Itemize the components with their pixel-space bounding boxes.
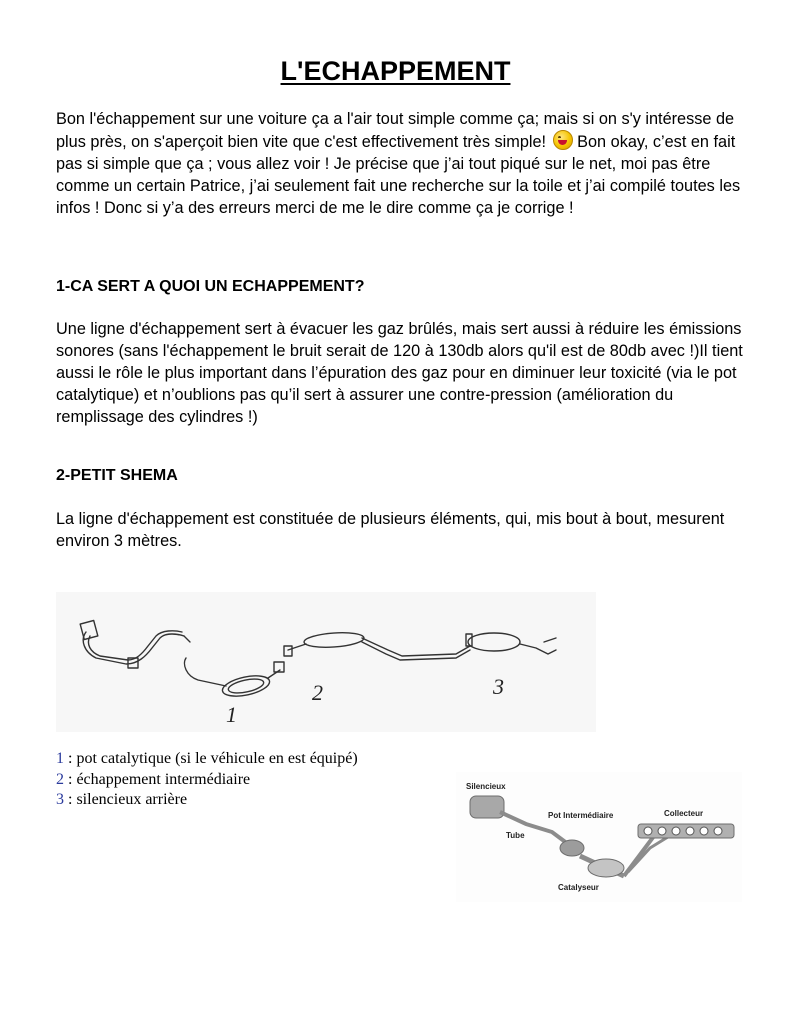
smiley-tongue-icon <box>553 130 573 150</box>
diagram-label-1: 1 <box>226 702 237 727</box>
section-2-heading: 2-PETIT SHEMA <box>56 467 178 484</box>
diagram-label-3: 3 <box>493 674 504 699</box>
legend-item: 1 : pot catalytique (si le véhicule en est équipé) <box>56 750 358 767</box>
intro-paragraph: Bon l'échappement sur une voiture ça a l'air tout simple comme ça; mais si on s'y intéresse de plus près, on s'aperçoit bien vite que c'est effectivement très simple! Bon okay, c’est en fait pas si simple que ça ; vous allez voir ! Je précise que j’ai tout piqué sur le net, moi pas être comme un certain Patrice, j’ai seulement fait une recherche sur la toile et j’ai compilé toutes les infos ! Donc si y’a des erreurs merci de me le dire comme ça je corrige ! <box>56 110 741 217</box>
section-1-body: Une ligne d'échappement sert à évacuer les gaz brûlés, mais sert aussi à réduire les émissions sonores (sans l'échappement le bruit serait de 120 à 130db alors qu'il est de 80db avec !)Il tient aussi le rôle le plus important dans l’épuration des gaz pour en diminuer leur toxicité (via le pot catalytique) et n’oublions pas qu’il sert à assurer une contre-pression (amélioration du remplissage des cylindres !) <box>56 320 743 426</box>
photo-label-pot: Pot Intermédiaire <box>548 811 614 820</box>
section-1-heading: 1-CA SERT A QUOI UN ECHAPPEMENT? <box>56 278 365 295</box>
page-title: L'ECHAPPEMENT <box>280 56 511 86</box>
exhaust-line-diagram <box>56 592 596 732</box>
photo-label-silencieux: Silencieux <box>466 782 506 791</box>
exhaust-components-photo <box>456 772 742 902</box>
diagram-label-2: 2 <box>312 680 323 705</box>
legend-item: 3 : silencieux arrière <box>56 791 188 808</box>
legend-item: 2 : échappement intermédiaire <box>56 770 251 788</box>
photo-label-tube: Tube <box>506 831 525 840</box>
diagram-legend <box>56 749 358 811</box>
photo-label-catalyseur: Catalyseur <box>558 883 599 892</box>
photo-label-collecteur: Collecteur <box>664 809 704 818</box>
section-2-body: La ligne d'échappement est constituée de plusieurs éléments, qui, mis bout à bout, mesurent environ 3 mètres. <box>56 510 725 550</box>
